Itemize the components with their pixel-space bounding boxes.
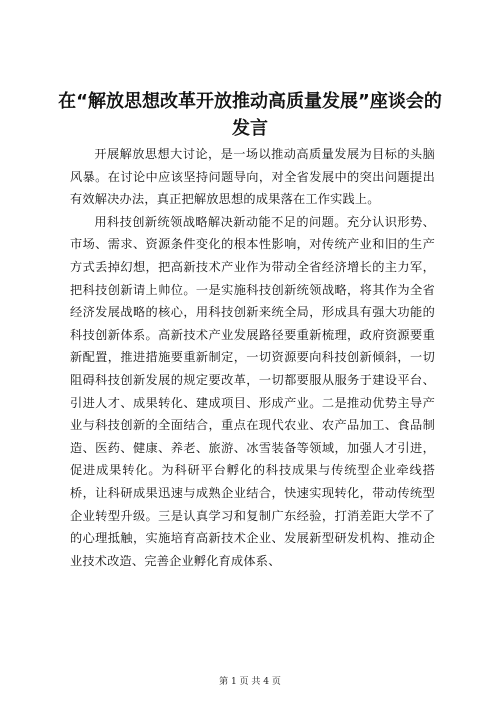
document-title: 在“解放思想改革开放推动高质量发展”座谈会的发言 — [58, 91, 442, 139]
paragraph-intro: 开展解放思想大讨论，是一场以推动高质量发展为目标的头脑风暴。在讨论中应该坚持问题导向，对全省发展中的突出问题提出有效解决办法，真正把解放思想的成果落在工作实践上。 — [70, 147, 435, 207]
document-body — [70, 143, 435, 572]
paragraph-tech-innovation: 用科技创新统领战略解决新动能不足的问题。充分认识形势、市场、需求、资源条件变化的根本性影响，对传统产业和旧的生产方式丢掉幻想，把高新技术产业作为带动全省经济增长的主力军，把科技创新请上帅位。一是实施科技创新统领战略，将其作为全省经济发展战略的核心，用科技创新来统全局，形成具有强大功能的科技创新体系。高新技术产业发展路径要重新梳理，政府资源要重新配置，推进措施要重新制定，一切资源要向科技创新倾斜，一切阻碍科技创新发展的规定要改革，一切都要服从服务于建设平台、引进人才、成果转化、建成项目、形成产业。二是推动优势主导产业与科技创新的全面结合，重点在现代农业、农产品加工、食品制造、医药、健康、养老、旅游、冰雪装备等领域，加强人才引进，促进成果转化。为科研平台孵化的科技成果与传统型企业牵线搭桥，让科研成果迅速与成熟企业结合，快速实现转化，带动传统型企业转型升级。三是认真学习和复制广东经验，打消差距大学不了的心理抵触，实施培育高新技术企业、发展新型研发机构、推动企业技术改造、完善企业孵化育成体系、 — [70, 214, 435, 568]
page-footer: 第 1 页 共 4 页 — [219, 677, 281, 687]
